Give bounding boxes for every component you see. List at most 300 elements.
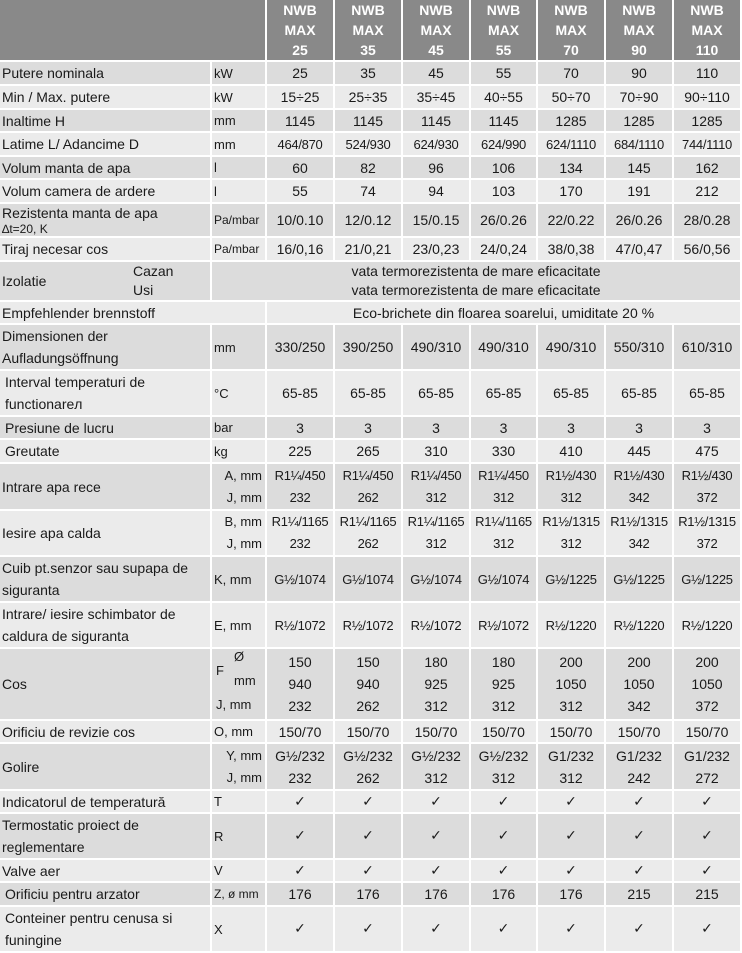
model-line: MAX	[284, 22, 316, 38]
value-line: 342	[627, 698, 651, 714]
value-cell: 15/0.15	[403, 204, 471, 238]
value-line: 312	[493, 489, 514, 505]
indicator-row	[0, 791, 742, 814]
value-cell: 1145	[471, 110, 538, 133]
row-label: Volum camera de ardere	[0, 180, 212, 204]
value-cell: 65-85	[606, 371, 674, 417]
value-cell: 22/0.22	[538, 204, 606, 238]
value-line: 150	[356, 654, 380, 670]
value-line: 200	[695, 654, 719, 670]
value-cell: 150/70	[674, 721, 742, 744]
check-icon: ✓	[403, 814, 471, 860]
value-line: 262	[356, 769, 380, 786]
sub-label-usi: Usi	[133, 282, 154, 298]
check-icon: ✓	[403, 860, 471, 883]
value-cell: 25	[267, 62, 335, 86]
check-icon: ✓	[335, 814, 403, 860]
value-cell: R½/1220	[606, 603, 674, 649]
header-row	[0, 0, 742, 62]
value-cell	[335, 744, 403, 791]
value-line: R1¼/1165	[475, 514, 532, 529]
value-cell: 103	[471, 180, 538, 204]
value-cell	[606, 649, 674, 721]
value-cell: 1145	[403, 110, 471, 133]
model-header	[335, 0, 403, 62]
check-icon: ✓	[335, 791, 403, 814]
value-line: 925	[424, 676, 448, 692]
model-line: MAX	[487, 22, 520, 38]
unit-line: Y, mm	[226, 747, 262, 763]
row-unit: O, mm	[212, 721, 267, 744]
value-cell: 3	[471, 417, 538, 440]
value-cell: 65-85	[267, 371, 335, 417]
cos-row	[0, 649, 742, 721]
model-header	[267, 0, 335, 62]
unit-line: J, mm	[226, 536, 262, 551]
value-cell: 70÷90	[606, 86, 674, 110]
golire-row	[0, 744, 742, 791]
value-cell: 490/310	[538, 325, 606, 371]
model-header	[538, 0, 606, 62]
value-cell: 35÷45	[403, 86, 471, 110]
unit-line: J, mm	[226, 489, 262, 505]
row-unit: V	[212, 860, 267, 883]
model-line: NWB	[690, 2, 724, 18]
value-cell: 176	[471, 883, 538, 907]
value-cell: 624/990	[471, 133, 538, 157]
unit-f: F	[216, 663, 224, 678]
value-cell: 1285	[674, 110, 742, 133]
value-cell: 70	[538, 62, 606, 86]
value-line: R1½/430	[681, 467, 733, 483]
value-cell: 215	[674, 883, 742, 907]
value-cell	[267, 511, 335, 557]
row-unit: kg	[212, 440, 267, 464]
value-cell: 310	[403, 440, 471, 464]
model-line: 70	[563, 42, 579, 58]
row-unit: mm	[212, 133, 267, 157]
label-main: Izolatie	[2, 273, 47, 289]
row-label: Volum manta de apa	[0, 157, 212, 180]
value-cell: 55	[471, 62, 538, 86]
value-cell: 162	[674, 157, 742, 180]
value-line: 262	[357, 536, 379, 551]
check-icon: ✓	[538, 907, 606, 953]
value-line: 342	[628, 489, 650, 505]
value-cell: 90	[606, 62, 674, 86]
row-label: Inaltime H	[0, 110, 212, 133]
value-line: 262	[357, 489, 379, 505]
row-unit: E, mm	[212, 603, 267, 649]
value-line: 232	[289, 489, 311, 505]
model-header	[606, 0, 674, 62]
row-unit: Z, ø mm	[212, 883, 267, 907]
check-icon: ✓	[403, 791, 471, 814]
row-label: Iesire apa calda	[0, 511, 212, 557]
unit-line: B, mm	[224, 514, 262, 529]
value-line: R1½/1315	[610, 514, 668, 529]
value-cell: 1285	[606, 110, 674, 133]
value-line: 232	[288, 698, 312, 714]
value-line: R1½/430	[613, 467, 665, 483]
value-cell: 524/930	[335, 133, 403, 157]
model-header	[471, 0, 538, 62]
check-icon: ✓	[606, 860, 674, 883]
value-cell: 26/0.26	[471, 204, 538, 238]
iesire_apa-row	[0, 511, 742, 557]
row-label: Greutate	[0, 440, 212, 464]
value-cell: 3	[538, 417, 606, 440]
value-cell: 744/1110	[674, 133, 742, 157]
row-label: Conteiner pentru cenusa si funingine	[0, 907, 212, 953]
check-icon: ✓	[674, 860, 742, 883]
value-line: 312	[425, 489, 447, 505]
check-icon: ✓	[471, 860, 538, 883]
value-cell: 3	[335, 417, 403, 440]
label-subline: ∆t=20, K	[2, 222, 48, 236]
value-cell: G½/1225	[538, 557, 606, 603]
value-cell: 145	[606, 157, 674, 180]
value-cell: 24/0,24	[471, 238, 538, 262]
value-cell: 50÷70	[538, 86, 606, 110]
value-line: 372	[696, 489, 718, 505]
model-line: NWB	[554, 2, 588, 18]
value-line: R1¼/450	[274, 467, 326, 483]
value-cell: 38/0,38	[538, 238, 606, 262]
row-label: Valve aer	[0, 860, 212, 883]
value-line: R1¼/450	[478, 467, 529, 483]
value-cell: 176	[538, 883, 606, 907]
value-line: R1¼/1165	[407, 514, 465, 529]
model-line: MAX	[420, 22, 452, 38]
value-cell: 82	[335, 157, 403, 180]
value-cell: 110	[674, 62, 742, 86]
value-cell: 684/1110	[606, 133, 674, 157]
row-unit: X	[212, 907, 267, 953]
value-line: 242	[627, 769, 651, 786]
unit-mm: mm	[234, 673, 256, 688]
check-icon: ✓	[538, 791, 606, 814]
value-cell: 45	[403, 62, 471, 86]
value-cell: 35	[335, 62, 403, 86]
value-cell: 624/930	[403, 133, 471, 157]
value-line: R1½/1315	[678, 514, 736, 529]
value-cell: G½/1225	[606, 557, 674, 603]
value-cell	[674, 649, 742, 721]
value-line: 372	[695, 698, 719, 714]
value-line: 372	[696, 536, 718, 551]
valve-row	[0, 860, 742, 883]
value-cell: 176	[335, 883, 403, 907]
model-header	[403, 0, 471, 62]
row-unit: kW	[212, 62, 267, 86]
value-line: 180	[491, 654, 516, 670]
model-line: NWB	[351, 2, 385, 18]
value-cell: R½/1072	[267, 603, 335, 649]
value-cell	[267, 649, 335, 721]
row-unit: T	[212, 791, 267, 814]
schimbator-row	[0, 603, 742, 649]
value-cell: R½/1072	[471, 603, 538, 649]
check-icon: ✓	[267, 860, 335, 883]
value-cell: 176	[267, 883, 335, 907]
check-icon: ✓	[335, 860, 403, 883]
value-line: 272	[695, 769, 719, 786]
check-icon: ✓	[606, 907, 674, 953]
cuib-row	[0, 557, 742, 603]
value-cell: 25÷35	[335, 86, 403, 110]
value-cell: 16/0,16	[267, 238, 335, 262]
value-cell: 65-85	[538, 371, 606, 417]
row-label: Golire	[0, 744, 212, 791]
container-row	[0, 907, 742, 953]
row-label: Dimensionen der Aufladungsöffnung	[0, 325, 212, 371]
value-cell: 23/0,23	[403, 238, 471, 262]
value-cell	[674, 744, 742, 791]
value-cell: 3	[267, 417, 335, 440]
value-line: 180	[424, 654, 448, 670]
izolatie-row	[0, 262, 742, 302]
value-line: 312	[559, 769, 583, 786]
check-icon: ✓	[606, 814, 674, 860]
row-label: Putere nominala	[0, 62, 212, 86]
value-line: R1½/430	[545, 467, 597, 483]
value-cell: 40÷55	[471, 86, 538, 110]
intrare_apa-row	[0, 464, 742, 511]
value-cell	[606, 511, 674, 557]
row-label: Min / Max. putere	[0, 86, 212, 110]
value-line: G½/232	[275, 747, 325, 764]
value-cell: 330	[471, 440, 538, 464]
check-icon: ✓	[606, 791, 674, 814]
model-line: 110	[695, 42, 719, 58]
model-line: MAX	[352, 22, 384, 38]
value-line: 232	[289, 536, 311, 551]
diameter-icon: Ø	[234, 649, 245, 664]
value-cell: 3	[674, 417, 742, 440]
value-cell	[471, 511, 538, 557]
value-cell: 150/70	[471, 721, 538, 744]
value-cell	[538, 744, 606, 791]
value-line: G1/232	[684, 747, 730, 764]
value-cell: 464/870	[267, 133, 335, 157]
row-unit	[212, 511, 267, 557]
value-cell: 150/70	[403, 721, 471, 744]
value-line: 232	[288, 769, 312, 786]
value-line: G½/232	[343, 747, 393, 764]
check-icon: ✓	[674, 814, 742, 860]
value-line: vata termorezistenta de mare eficacitate	[351, 263, 601, 279]
value-cell: 12/0.12	[335, 204, 403, 238]
value-cell: 90÷110	[674, 86, 742, 110]
check-icon: ✓	[267, 791, 335, 814]
check-icon: ✓	[403, 907, 471, 953]
value-line: R1½/1315	[542, 514, 600, 529]
label-line: Rezistenta manta de apa	[2, 205, 158, 221]
value-line: 150	[288, 654, 312, 670]
value-cell: 170	[538, 180, 606, 204]
check-icon: ✓	[538, 860, 606, 883]
value-cell: 28/0.28	[674, 204, 742, 238]
row-label: Interval temperaturi de functionareл	[0, 371, 212, 417]
tiraj-row	[0, 238, 742, 262]
value-line: 312	[560, 536, 582, 551]
value-line: 342	[628, 536, 650, 551]
row-label: Latime L/ Adancime D	[0, 133, 212, 157]
row-unit: kW	[212, 86, 267, 110]
value-line: 312	[491, 769, 516, 786]
value-cell: G½/1074	[471, 557, 538, 603]
value-cell: 624/1110	[538, 133, 606, 157]
value-line: 312	[424, 769, 448, 786]
value-cell: 212	[674, 180, 742, 204]
volum_manta-row	[0, 157, 742, 180]
model-line: 25	[292, 42, 308, 58]
value-line: R1¼/450	[410, 467, 462, 483]
value-cell	[403, 649, 471, 721]
value-cell: 150/70	[335, 721, 403, 744]
presiune-row	[0, 417, 742, 440]
value-line: G½/232	[478, 747, 529, 764]
value-cell	[538, 511, 606, 557]
value-cell	[335, 649, 403, 721]
value-line: 200	[559, 654, 583, 670]
value-cell: 1145	[267, 110, 335, 133]
value-cell: 176	[403, 883, 471, 907]
row-label: Orificiu pentru arzator	[0, 883, 212, 907]
value-cell	[335, 511, 403, 557]
check-icon: ✓	[471, 907, 538, 953]
row-unit: mm	[212, 110, 267, 133]
check-icon: ✓	[471, 791, 538, 814]
row-unit: Pa/mbar	[212, 238, 267, 262]
value-line: R1¼/1165	[271, 514, 329, 529]
span-value	[212, 262, 742, 302]
row-unit: mm	[212, 325, 267, 371]
model-line: NWB	[419, 2, 453, 18]
value-cell: 94	[403, 180, 471, 204]
model-line: 55	[495, 42, 512, 58]
value-cell	[335, 464, 403, 511]
unit-j: J, mm	[216, 697, 252, 712]
orificiu_cos-row	[0, 721, 742, 744]
row-label: Empfehlender brennstoff	[0, 302, 267, 325]
value-cell	[471, 744, 538, 791]
value-cell: 150/70	[267, 721, 335, 744]
value-cell: 65-85	[335, 371, 403, 417]
value-line: 312	[560, 489, 582, 505]
value-line: 312	[424, 698, 448, 714]
row-label: Orificiu de revizie cos	[0, 721, 212, 744]
value-line: G1/232	[616, 747, 662, 764]
check-icon: ✓	[267, 907, 335, 953]
value-cell: 10/0.10	[267, 204, 335, 238]
value-cell: 610/310	[674, 325, 742, 371]
row-unit: bar	[212, 417, 267, 440]
check-icon: ✓	[335, 907, 403, 953]
brennstoff-row	[0, 302, 742, 325]
min_max_putere-row	[0, 86, 742, 110]
value-line: 1050	[691, 676, 723, 692]
value-cell	[403, 511, 471, 557]
value-cell: 490/310	[471, 325, 538, 371]
model-line: 35	[360, 42, 376, 58]
value-cell	[471, 464, 538, 511]
value-cell: G½/1074	[403, 557, 471, 603]
value-cell	[538, 464, 606, 511]
value-cell: 15÷25	[267, 86, 335, 110]
model-line: MAX	[555, 22, 587, 38]
row-label: Termostatic proiect de reglementare	[0, 814, 212, 860]
value-cell: 475	[674, 440, 742, 464]
row-label: Intrare apa rece	[0, 464, 212, 511]
value-line: 312	[559, 698, 583, 714]
value-cell: 65-85	[471, 371, 538, 417]
value-cell: R½/1072	[403, 603, 471, 649]
model-line: 45	[428, 42, 444, 58]
row-label: Tiraj necesar cos	[0, 238, 212, 262]
row-unit	[212, 744, 267, 791]
row-label	[0, 204, 212, 238]
value-cell	[606, 744, 674, 791]
value-cell: 410	[538, 440, 606, 464]
putere_nominala-row	[0, 62, 742, 86]
value-cell: R½/1220	[538, 603, 606, 649]
value-line: 312	[493, 536, 514, 551]
value-cell: 65-85	[403, 371, 471, 417]
value-cell: 47/0,47	[606, 238, 674, 262]
value-cell: 1285	[538, 110, 606, 133]
row-label: Intrare/ iesire schimbator de caldura de siguranta	[0, 603, 212, 649]
value-cell: 225	[267, 440, 335, 464]
row-label	[0, 262, 212, 302]
value-cell	[403, 744, 471, 791]
value-cell: 445	[606, 440, 674, 464]
value-cell	[471, 649, 538, 721]
row-unit	[212, 649, 267, 721]
value-line: 312	[491, 698, 516, 714]
value-cell: 1145	[335, 110, 403, 133]
latime-row	[0, 133, 742, 157]
value-cell	[674, 464, 742, 511]
value-line: 1050	[555, 676, 587, 692]
value-cell: 56/0,56	[674, 238, 742, 262]
row-label: Indicatorul de temperatură	[0, 791, 212, 814]
value-cell	[267, 744, 335, 791]
greutate-row	[0, 440, 742, 464]
value-cell: 215	[606, 883, 674, 907]
value-line: 940	[288, 676, 312, 692]
row-label: Cos	[0, 649, 212, 721]
value-line: R1¼/1165	[339, 514, 397, 529]
value-line: G1/232	[548, 747, 594, 764]
model-line: MAX	[691, 22, 723, 38]
value-cell: 3	[403, 417, 471, 440]
value-cell: 265	[335, 440, 403, 464]
value-cell: 55	[267, 180, 335, 204]
value-line: 262	[356, 698, 380, 714]
value-cell: 106	[471, 157, 538, 180]
check-icon: ✓	[267, 814, 335, 860]
value-cell: 3	[606, 417, 674, 440]
row-unit: K, mm	[212, 557, 267, 603]
value-cell	[267, 464, 335, 511]
termostatic-row	[0, 814, 742, 860]
row-unit: °C	[212, 371, 267, 417]
check-icon: ✓	[674, 791, 742, 814]
value-cell: 134	[538, 157, 606, 180]
row-unit: l	[212, 157, 267, 180]
